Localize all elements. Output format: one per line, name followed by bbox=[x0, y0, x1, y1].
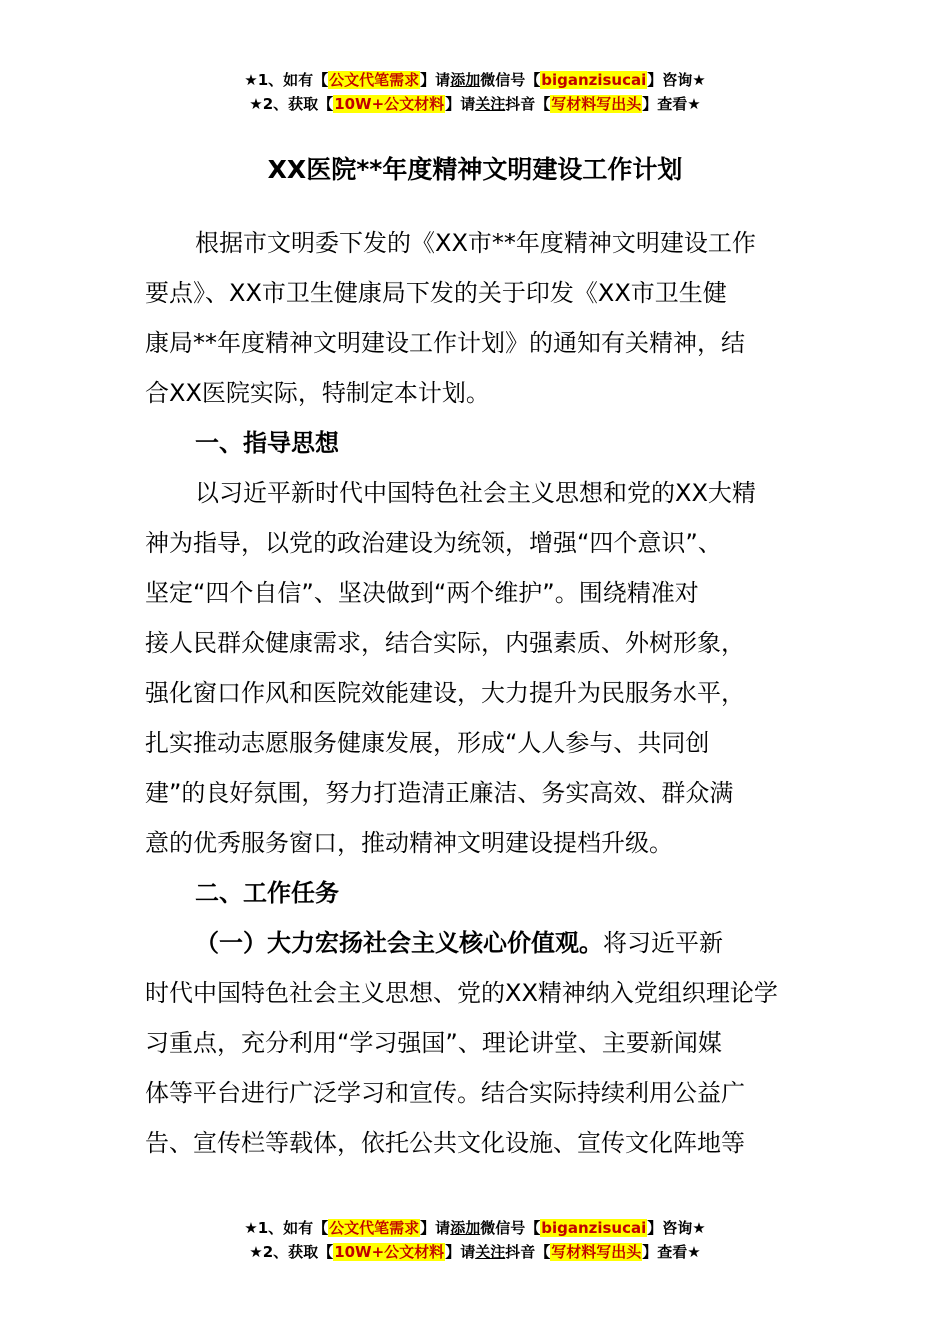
notice-text: ★2、获取【 bbox=[249, 1243, 334, 1261]
notice-text: 微信号【 bbox=[480, 71, 541, 89]
paragraph-text: 将习近平新 bbox=[603, 929, 723, 957]
underlined-text: 添加 bbox=[450, 71, 481, 89]
notice-text: 】请 bbox=[420, 1219, 451, 1237]
douyin-id: 写材料写出头 bbox=[551, 1243, 642, 1261]
notice-text: 】咨询★ bbox=[647, 1219, 706, 1237]
paragraph-line: 建”的良好氛围，努力打造清正廉洁、务实高效、群众满 bbox=[145, 779, 734, 807]
underlined-text: 添加 bbox=[450, 1219, 481, 1237]
paragraph-line: 意的优秀服务窗口，推动精神文明建设提档升级。 bbox=[145, 829, 673, 857]
wechat-id: biganzisucai bbox=[541, 71, 647, 89]
paragraph-line: 康局**年度精神文明建设工作计划》的通知有关精神，结 bbox=[145, 329, 745, 357]
underlined-text: 关注 bbox=[475, 1243, 506, 1261]
notice-line-2 bbox=[0, 1240, 950, 1264]
notice-text: 】咨询★ bbox=[647, 71, 706, 89]
highlight-text: 10W+公文材料 bbox=[334, 1243, 445, 1261]
paragraph-line: 接人民群众健康需求，结合实际，内强素质、外树形象， bbox=[145, 629, 745, 657]
notice-line-1 bbox=[0, 68, 950, 92]
section-heading: 一、指导思想 bbox=[195, 429, 339, 457]
footer-notice bbox=[0, 1216, 950, 1264]
notice-text: 微信号【 bbox=[480, 1219, 541, 1237]
notice-line-1 bbox=[0, 1216, 950, 1240]
notice-line-2 bbox=[0, 92, 950, 116]
notice-text: 】请 bbox=[420, 71, 451, 89]
notice-text: ★1、如有【 bbox=[244, 1219, 329, 1237]
section-heading: 二、工作任务 bbox=[195, 879, 339, 907]
paragraph-line: 告、宣传栏等载体，依托公共文化设施、宣传文化阵地等 bbox=[145, 1129, 745, 1157]
subsection-heading: （一）大力宏扬社会主义核心价值观。 bbox=[195, 929, 603, 957]
document-title: XX医院**年度精神文明建设工作计划 bbox=[267, 155, 683, 184]
highlight-text: 公文代笔需求 bbox=[329, 1219, 420, 1237]
wechat-id: biganzisucai bbox=[541, 1219, 647, 1237]
paragraph-line: 坚定“四个自信”、坚决做到“两个维护”。围绕精准对 bbox=[145, 579, 699, 607]
underlined-text: 关注 bbox=[475, 95, 506, 113]
notice-text: 】请 bbox=[445, 1243, 476, 1261]
notice-text: 】查看★ bbox=[642, 95, 701, 113]
notice-text: 抖音【 bbox=[505, 95, 551, 113]
paragraph-line: 时代中国特色社会主义思想、党的XX精神纳入党组织理论学 bbox=[145, 979, 778, 1007]
notice-text: 】查看★ bbox=[642, 1243, 701, 1261]
paragraph-line: 以习近平新时代中国特色社会主义思想和党的XX大精 bbox=[195, 479, 756, 507]
notice-text: ★2、获取【 bbox=[249, 95, 334, 113]
highlight-text: 10W+公文材料 bbox=[334, 95, 445, 113]
paragraph-line: 合XX医院实际，特制定本计划。 bbox=[145, 379, 490, 407]
notice-text: 】请 bbox=[445, 95, 476, 113]
paragraph-line bbox=[145, 918, 807, 968]
paragraph-line: 根据市文明委下发的《XX市**年度精神文明建设工作 bbox=[195, 229, 756, 257]
paragraph-line: 强化窗口作风和医院效能建设，大力提升为民服务水平， bbox=[145, 679, 745, 707]
paragraph-line: 体等平台进行广泛学习和宣传。结合实际持续利用公益广 bbox=[145, 1079, 745, 1107]
paragraph-line: 扎实推动志愿服务健康发展，形成“人人参与、共同创 bbox=[145, 729, 710, 757]
douyin-id: 写材料写出头 bbox=[551, 95, 642, 113]
header-notice bbox=[0, 68, 950, 116]
notice-text: ★1、如有【 bbox=[244, 71, 329, 89]
highlight-text: 公文代笔需求 bbox=[329, 71, 420, 89]
paragraph-line: 习重点，充分利用“学习强国”、理论讲堂、主要新闻媒 bbox=[145, 1029, 722, 1057]
paragraph-line: 要点》、XX市卫生健康局下发的关于印发《XX市卫生健 bbox=[145, 279, 727, 307]
notice-text: 抖音【 bbox=[505, 1243, 551, 1261]
document-body bbox=[145, 218, 807, 1168]
paragraph-line: 神为指导，以党的政治建设为统领，增强“四个意识”、 bbox=[145, 529, 722, 557]
